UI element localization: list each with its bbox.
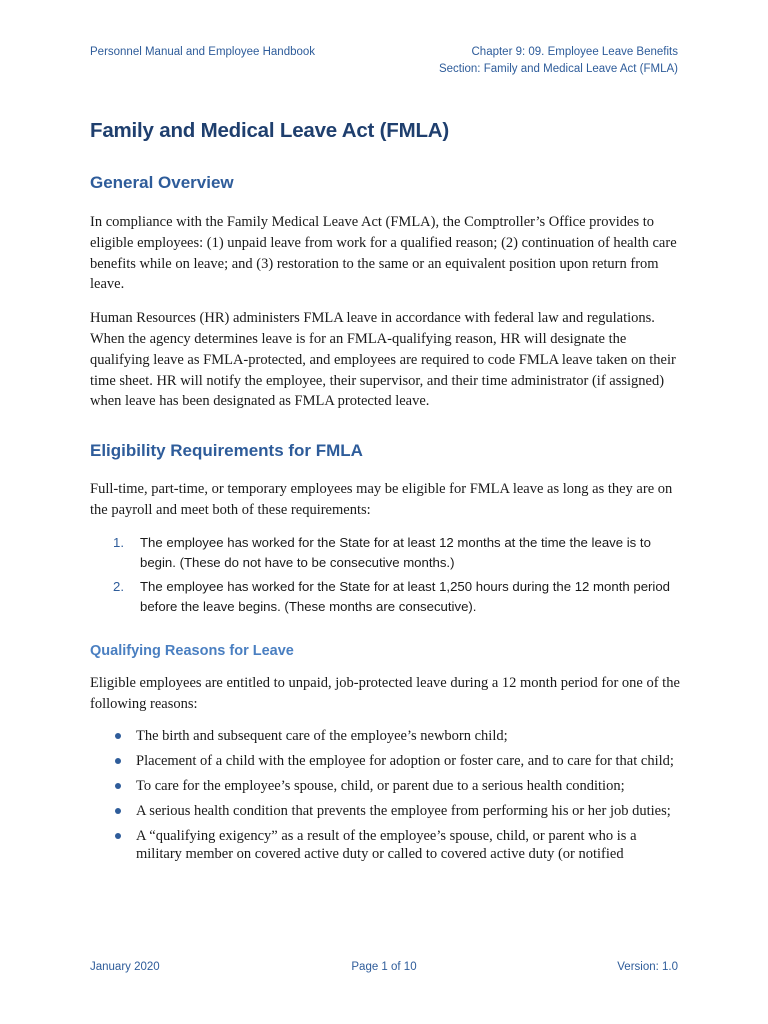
bullet-icon [115, 783, 121, 789]
reason-item-1 [90, 727, 680, 745]
eligibility-list [90, 533, 680, 617]
header-chapter-section [439, 44, 678, 78]
reason-item-2 [90, 752, 680, 770]
reason-item-3 [90, 777, 680, 795]
eligibility-intro: Full-time, part-time, or temporary employees may be eligible for FMLA leave as long as they are on the payroll and meet both of these requirements: [90, 481, 673, 518]
footer-page-number: Page 1 of 10 [351, 961, 417, 973]
list-item-text: The birth and subsequent care of the employee’s newborn child; [136, 728, 508, 745]
eligibility-item-2 [90, 577, 680, 617]
heading-qualifying-reasons: Qualifying Reasons for Leave [90, 642, 294, 659]
bullet-icon [115, 833, 121, 839]
page-header [90, 44, 678, 84]
overview-paragraph-1: In compliance with the Family Medical Leave Act (FMLA), the Comptroller’s Office provides to eligible employees: (1) unpaid leave from work for a qualified reason; (2) continuation of health care benefits while on leave; and (3) restoration to the same or an equivalent position upon return from leave. [90, 214, 677, 293]
page-title: Family and Medical Leave Act (FMLA) [90, 119, 450, 142]
list-item-text: To care for the employee’s spouse, child, or parent due to a serious health condition; [136, 778, 625, 795]
bullet-icon [115, 808, 121, 814]
list-item-text: A serious health condition that prevents the employee from performing his or her job duties; [136, 803, 671, 820]
list-item-text: Placement of a child with the employee for adoption or foster care, and to care for that child; [136, 753, 674, 770]
reasons-list [90, 727, 680, 863]
list-item-text: A “qualifying exigency” as a result of the employee’s spouse, child, or parent who is a military member on covered active duty or called to covered active duty (or notified [136, 828, 637, 863]
overview-paragraph-2: Human Resources (HR) administers FMLA leave in accordance with federal law and regulations. When the agency determines leave is for an FMLA-qualifying reason, HR will designate the qualifying leave as FMLA-protected, and employees are required to code FMLA leave taken on their time sheet. HR will notify the employee, their supervisor, and their time administrator (if assigned) when leave has been designated as FMLA protected leave. [90, 310, 676, 410]
list-number: 1. [113, 534, 124, 550]
list-item-text: The employee has worked for the State for at least 12 months at the time the leave is to begin. (These do not have to be consecutive months.) [140, 534, 651, 570]
reason-item-5 [90, 827, 680, 863]
footer-date: January 2020 [90, 961, 160, 973]
bullet-icon [115, 758, 121, 764]
eligibility-item-1 [90, 533, 680, 573]
heading-eligibility: Eligibility Requirements for FMLA [90, 441, 363, 461]
footer-version: Version: 1.0 [617, 961, 678, 973]
header-chapter: Chapter 9: 09. Employee Leave Benefits [471, 46, 678, 58]
reason-item-4 [90, 802, 680, 820]
document-body [90, 114, 680, 863]
bullet-icon [115, 733, 121, 739]
heading-general-overview: General Overview [90, 173, 234, 192]
list-number: 2. [113, 578, 124, 594]
page-footer [90, 961, 678, 981]
reasons-intro: Eligible employees are entitled to unpaid, job-protected leave during a 12 month period for one of the following reasons: [90, 674, 680, 712]
list-item-text: The employee has worked for the State for at least 1,250 hours during the 12 month period before the leave begins. (These months are consecutive). [140, 578, 671, 614]
header-manual-title: Personnel Manual and Employee Handbook [90, 46, 316, 58]
header-section: Section: Family and Medical Leave Act (FMLA) [438, 63, 678, 75]
